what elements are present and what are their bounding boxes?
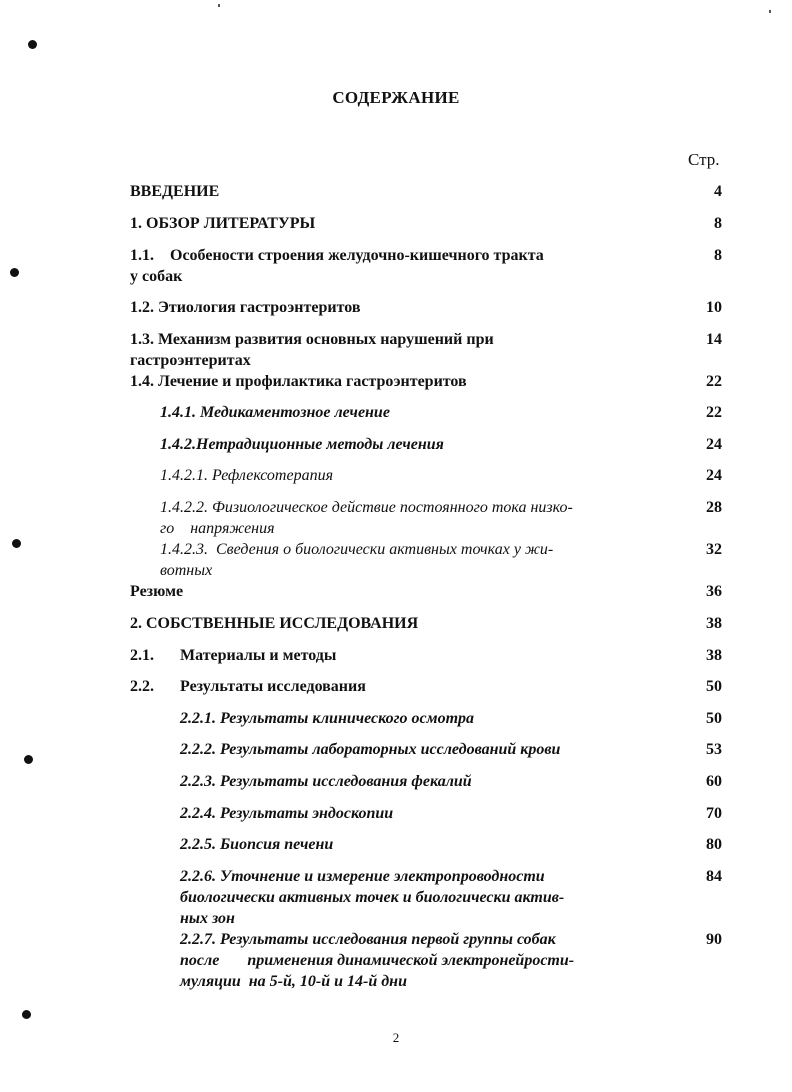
toc-entry-page: 70 xyxy=(706,805,722,822)
toc-entry-title-cont: гастроэнтеритах xyxy=(130,352,251,369)
toc-entry-page: 8 xyxy=(714,215,722,232)
toc-entry-title: 2.2.5. Биопсия печени xyxy=(180,836,334,853)
toc-entry-page: 38 xyxy=(706,615,722,632)
scan-speck xyxy=(769,10,771,13)
toc-entry-title: 1.4. Лечение и профилактика гастроэнтеритов xyxy=(130,373,467,390)
toc-entry-page: 28 xyxy=(706,499,722,516)
toc-entry-page: 4 xyxy=(714,183,722,200)
toc-entry-title-cont: после применения динамической электронейрости- xyxy=(180,952,575,969)
toc-entry-page: 8 xyxy=(714,247,722,264)
toc-entry-page: 60 xyxy=(706,773,722,790)
toc-entry-title: 1.4.2.1. Рефлексотерапия xyxy=(160,467,334,484)
toc-entry-page: 38 xyxy=(706,647,722,664)
margin-dot xyxy=(12,539,21,548)
page-number: 2 xyxy=(392,1030,400,1045)
toc-entry-page: 36 xyxy=(706,583,722,600)
toc-entry-page: 50 xyxy=(706,710,722,727)
toc-entry-page: 90 xyxy=(706,931,722,948)
toc-entry-title: Материалы и методы xyxy=(180,647,337,664)
toc-entry-title: 2.2.3. Результаты исследования фекалий xyxy=(180,773,472,790)
page-column-header: Стр. xyxy=(688,150,720,169)
page-title: СОДЕРЖАНИЕ xyxy=(332,88,460,107)
toc-entry-title-cont: ных зон xyxy=(180,910,235,927)
toc-entry-title: 1.1. Особености строения желудочно-кишечного тракта xyxy=(130,247,544,264)
toc-entry-page: 14 xyxy=(706,331,722,348)
toc-entry-title: 1.4.2.2. Физиологическое действие постоянного тока низко- xyxy=(160,499,573,516)
toc-entry-title-cont: биологически активных точек и биологически актив- xyxy=(180,889,565,906)
toc-entry-title: 2.2.7. Результаты исследования первой группы собак xyxy=(180,931,556,948)
toc-entry-page: 50 xyxy=(706,678,722,695)
margin-dot xyxy=(22,1010,31,1019)
toc-entry-title: 1.4.1. Медикаментозное лечение xyxy=(160,404,390,421)
toc-entry-number: 2.2. xyxy=(130,678,154,695)
toc-entry-page: 32 xyxy=(706,541,722,558)
toc-entry-title: Резюме xyxy=(130,583,184,600)
toc-entry-title-cont: го напряжения xyxy=(160,520,275,537)
margin-dot xyxy=(28,40,37,49)
toc-entry-page: 80 xyxy=(706,836,722,853)
toc-entry-title-cont: у собак xyxy=(130,268,183,285)
toc-entry-number: 2.1. xyxy=(130,647,154,664)
toc-entry-title: 1. ОБЗОР ЛИТЕРАТУРЫ xyxy=(130,215,316,232)
toc-entry-page: 84 xyxy=(706,868,722,885)
toc-entry-title: 1.2. Этиология гастроэнтеритов xyxy=(130,299,361,316)
toc-entry-page: 22 xyxy=(706,404,722,421)
toc-entry-page: 53 xyxy=(706,741,722,758)
toc-entry-title: 2. СОБСТВЕННЫЕ ИССЛЕДОВАНИЯ xyxy=(130,615,419,632)
scan-speck xyxy=(218,4,220,7)
toc-entry-page: 24 xyxy=(706,467,722,484)
toc-entry-title: 2.2.4. Результаты эндоскопии xyxy=(180,805,394,822)
toc-entry-title: 1.4.2.3. Сведения о биологически активных точках у жи- xyxy=(160,541,554,558)
toc-entry-page: 10 xyxy=(706,299,722,316)
toc-entry-title: 1.3. Механизм развития основных нарушений при xyxy=(130,331,494,348)
toc-entry-title: ВВЕДЕНИЕ xyxy=(130,183,220,200)
toc-entry-title: Результаты исследования xyxy=(180,678,366,695)
margin-dot xyxy=(10,268,19,277)
toc-entry-title-cont: вотных xyxy=(160,562,213,579)
toc-entry-page: 24 xyxy=(706,436,722,453)
toc-entry-title: 1.4.2.Нетрадиционные методы лечения xyxy=(160,436,444,453)
toc-entry-page: 22 xyxy=(706,373,722,390)
toc-entry-title-cont: муляции на 5-й, 10-й и 14-й дни xyxy=(180,973,407,990)
margin-dot xyxy=(24,755,33,764)
toc-entry-title: 2.2.6. Уточнение и измерение электропроводности xyxy=(180,868,545,885)
toc-entry-title: 2.2.2. Результаты лабораторных исследований крови xyxy=(180,741,561,758)
toc-entry-title: 2.2.1. Результаты клинического осмотра xyxy=(180,710,475,727)
